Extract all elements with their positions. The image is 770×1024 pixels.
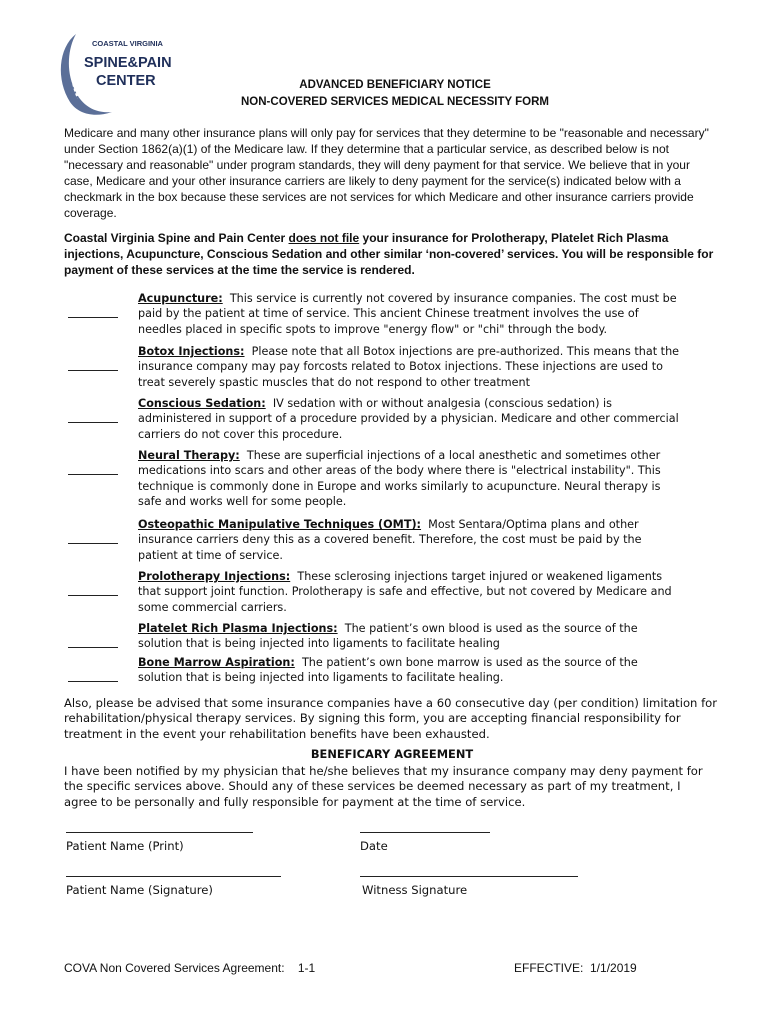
notice-part2: your insurance for Prolotherapy, Platelet Rich Plasma injections, Acupuncture, Conscious Sedation and other similar ‘non-covered’ services. You will be responsible for payment of these services at the time the service is rendered.: [64, 231, 714, 277]
service-name: Botox Injections:: [138, 345, 245, 358]
service-name: Conscious Sedation:: [138, 397, 266, 410]
service-name: Bone Marrow Aspiration:: [138, 656, 295, 669]
checkbox-line-bone-marrow[interactable]: [68, 681, 118, 682]
service-name: Platelet Rich Plasma Injections:: [138, 622, 338, 635]
agreement-title: BENEFICARY AGREEMENT: [310, 747, 474, 761]
checkbox-line-acupuncture[interactable]: [68, 317, 118, 318]
notice-paragraph: [64, 230, 714, 278]
intro-paragraph: Medicare and many other insurance plans will only pay for services that they determine to be "reasonable and necessary" under Section 1862(a)(1) of the Medicare law. If they determine that a particular service, as described below is not "necessary and reasonable" under program standards, they will deny payment for that service. We believe that in your case, Medicare and your other insurance carriers are likely to deny payment for the service(s) indicated below with a checkmark in the box because these services are not services for which Medicare and other insurance carriers provide coverage.: [64, 126, 709, 220]
witness-signature-line[interactable]: [360, 876, 578, 877]
service-description: These sclerosing injections target injured or weakened ligaments that support joint function. Prolotherapy is safe and effective, but not covered by Medicare and some commercial carriers.: [138, 570, 672, 614]
patient-print-line[interactable]: [66, 832, 253, 833]
service-description: Most Sentara/Optima plans and other insurance carriers deny this as a covered benefit. Therefore, the cost must be paid by the patient at time of service.: [138, 518, 642, 562]
footer-document-name: COVA Non Covered Services Agreement: 1-1: [64, 961, 316, 975]
witness-signature-label: Witness Signature: [362, 883, 468, 897]
notice-underlined: does not file: [288, 231, 360, 245]
patient-signature-label: Patient Name (Signature): [66, 883, 213, 897]
document-title: ADVANCED BENEFICIARY NOTICE: [299, 79, 491, 91]
service-description: The patient’s own blood is used as the source of the solution that is being injected into ligaments to facilitate healing: [138, 622, 638, 651]
service-name: Neural Therapy:: [138, 449, 240, 462]
agreement-paragraph: I have been notified by my physician that he/she believes that my insurance company may deny payment for the specific services above. Should any of these services be deemed necessary as part of my treatment, I agree to be personally and fully responsible for payment at the time of service.: [64, 764, 703, 809]
service-description: IV sedation with or without analgesia (conscious sedation) is administered in support of a procedure provided by a physician. Medicare and other commercial carriers do not cover this procedure.: [138, 397, 679, 441]
service-name: Acupuncture:: [138, 292, 223, 305]
logo-line3: CENTER: [96, 73, 156, 89]
date-label: Date: [360, 839, 388, 853]
patient-print-label: Patient Name (Print): [66, 839, 184, 853]
checkbox-line-prolotherapy[interactable]: [68, 595, 118, 596]
service-description: The patient’s own bone marrow is used as the source of the solution that is being injected into ligaments to facilitate healing.: [138, 656, 638, 685]
service-description: This service is currently not covered by insurance companies. The cost must be paid by the patient at time of service. This ancient Chinese treatment involves the use of needles placed in specific spots to improve "energy flow" or "chi" through the body.: [138, 292, 677, 336]
checkbox-line-conscious-sedation[interactable]: [68, 422, 118, 423]
checkbox-line-omt[interactable]: [68, 543, 118, 544]
checkbox-line-botox[interactable]: [68, 370, 118, 371]
document-subtitle: NON-COVERED SERVICES MEDICAL NECESSITY FORM: [241, 96, 549, 108]
notice-part1: Coastal Virginia Spine and Pain Center: [64, 231, 289, 245]
checkbox-line-neural-therapy[interactable]: [68, 474, 118, 475]
service-description: These are superficial injections of a local anesthetic and sometimes other medications into scars and other areas of the body where there is "electrical instability". This technique is commonly done in Europe and works similarly to acupuncture. Neural therapy is safe and works well for some people.: [138, 449, 661, 508]
service-description: Please note that all Botox injections are pre-authorized. This means that the insurance company may pay forcosts related to Botox injections. These injections are used to treat severely spastic muscles that do not respond to other treatment: [138, 345, 680, 389]
patient-signature-line[interactable]: [66, 876, 281, 877]
checkbox-line-prp[interactable]: [68, 647, 118, 648]
logo-line2: SPINE&PAIN: [84, 55, 172, 71]
service-name: Prolotherapy Injections:: [138, 570, 291, 583]
footer-effective-date: EFFECTIVE: 1/1/2019: [514, 961, 637, 975]
service-name: Osteopathic Manipulative Techniques (OMT):: [138, 518, 422, 531]
logo-line1: COASTAL VIRGINIA: [92, 39, 163, 48]
also-paragraph: Also, please be advised that some insurance companies have a 60 consecutive day (per condition) limitation for rehabilitation/physical therapy services. By signing this form, you are accepting financial responsibility for treatment in the event your rehabilitation benefits have been exhausted.: [64, 696, 718, 741]
date-line[interactable]: [360, 832, 490, 833]
